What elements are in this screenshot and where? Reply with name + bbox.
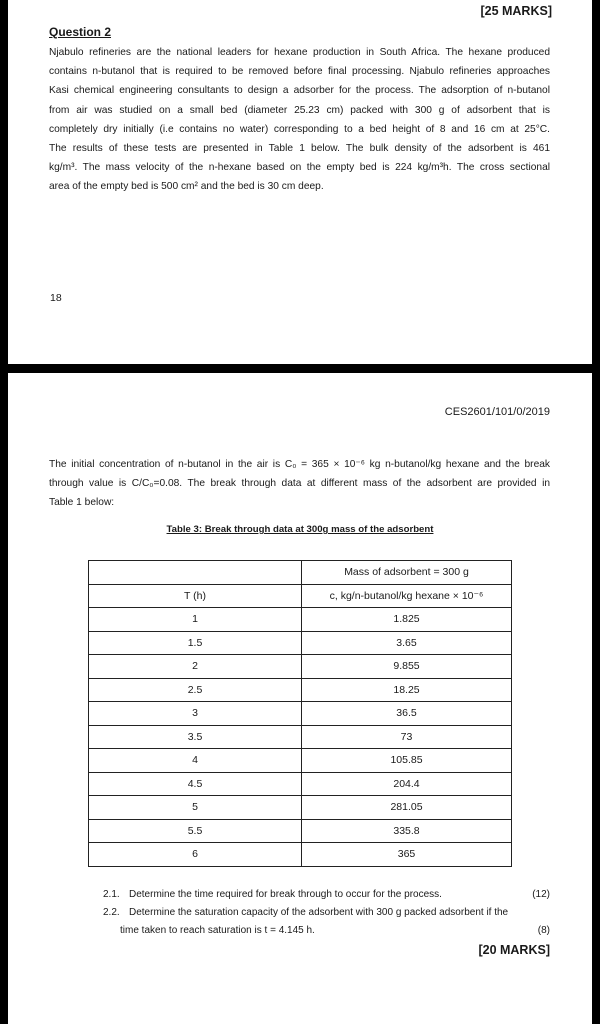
question-2-2-text: Determine the saturation capacity of the adsorbent with 300 g packed adsorbent if the [129, 907, 509, 918]
page-2 [8, 373, 592, 1024]
paragraph-line: Table 1 below: [49, 497, 115, 509]
question-marks: [25 MARKS] [480, 4, 552, 18]
time-cell: 1 [89, 608, 302, 632]
paragraph-line: completely dry initially (i.e contains no water) corresponding to a bed height of 8 and 16 cm at 25°C. [49, 123, 550, 135]
page-number: 18 [50, 292, 62, 304]
time-cell: 3.5 [89, 725, 302, 749]
table-row [89, 725, 512, 749]
table-row [89, 772, 512, 796]
page-1 [8, 0, 592, 364]
document-code: CES2601/101/0/2019 [444, 406, 550, 418]
breakthrough-table [88, 560, 512, 867]
paragraph-line: contains n-butanol that is required to be removed before final processing. Njabulo refineries approaches [49, 66, 550, 78]
question-2-1-marks: (12) [532, 889, 550, 900]
column-header-time: T (h) [89, 584, 302, 608]
table-row [89, 561, 512, 585]
paragraph-line: The results of these tests are presented in Table 1 below. The bulk density of the adsorbent is 461 [49, 143, 550, 155]
table-row [89, 655, 512, 679]
concentration-cell: 281.05 [302, 796, 512, 820]
total-marks: [20 MARKS] [478, 943, 550, 957]
table-row [89, 678, 512, 702]
table-header-row [89, 584, 512, 608]
concentration-cell: 204.4 [302, 772, 512, 796]
paragraph-line: area of the empty bed is 500 cm² and the bed is 30 cm deep. [49, 181, 324, 193]
table-row [89, 702, 512, 726]
concentration-cell: 73 [302, 725, 512, 749]
table-group-header: Mass of adsorbent = 300 g [302, 561, 512, 585]
concentration-cell: 105.85 [302, 749, 512, 773]
time-cell: 6 [89, 843, 302, 867]
table-caption: Table 3: Break through data at 300g mass of the adsorbent [166, 524, 434, 535]
problem-paragraph [49, 43, 550, 197]
question-2-2-text-cont: time taken to reach saturation is t = 4.145 h. [120, 925, 315, 936]
paragraph-line: through value is C/C₀=0.08. The break through data at different mass of the adsorbent are provided in [49, 478, 550, 490]
paragraph-line: kg/m³. The mass velocity of the n-hexane based on the empty bed is 224 kg/m³h. The cross sectional [49, 162, 550, 174]
question-2-1-text: Determine the time required for break through to occur for the process. [129, 889, 442, 900]
concentration-cell: 335.8 [302, 819, 512, 843]
table-row [89, 843, 512, 867]
time-cell: 3 [89, 702, 302, 726]
concentration-cell: 9.855 [302, 655, 512, 679]
concentration-cell: 365 [302, 843, 512, 867]
intro-paragraph [49, 455, 550, 513]
time-cell: 2.5 [89, 678, 302, 702]
question-2-2-number: 2.2. [103, 907, 120, 918]
paragraph-line: The initial concentration of n-butanol in the air is C₀ = 365 × 10⁻⁶ kg n-butanol/kg hexane and the break [49, 459, 550, 470]
time-cell: 1.5 [89, 631, 302, 655]
question-2-2-marks: (8) [537, 925, 550, 936]
paragraph-line: Njabulo refineries are the national leaders for hexane production in South Africa. The hexane produced [49, 47, 550, 58]
question-2-1-number: 2.1. [103, 889, 120, 900]
paragraph-line: Kasi chemical engineering consultants to design a adsorber for the process. The adsorption of n-butanol [49, 85, 550, 97]
table-row [89, 749, 512, 773]
time-cell: 4.5 [89, 772, 302, 796]
concentration-cell: 36.5 [302, 702, 512, 726]
concentration-cell: 3.65 [302, 631, 512, 655]
paragraph-line: from air was studied on a small bed (diameter 25.23 cm) packed with 300 g of adsorbent that is [49, 104, 550, 116]
concentration-cell: 1.825 [302, 608, 512, 632]
table-row [89, 819, 512, 843]
time-cell: 5.5 [89, 819, 302, 843]
concentration-cell: 18.25 [302, 678, 512, 702]
table-cell [89, 561, 302, 585]
time-cell: 2 [89, 655, 302, 679]
table-row [89, 796, 512, 820]
table-row [89, 608, 512, 632]
question-title: Question 2 [49, 25, 112, 39]
time-cell: 4 [89, 749, 302, 773]
table-row [89, 631, 512, 655]
time-cell: 5 [89, 796, 302, 820]
column-header-concentration: c, kg/n-butanol/kg hexane × 10⁻⁶ [302, 584, 512, 608]
